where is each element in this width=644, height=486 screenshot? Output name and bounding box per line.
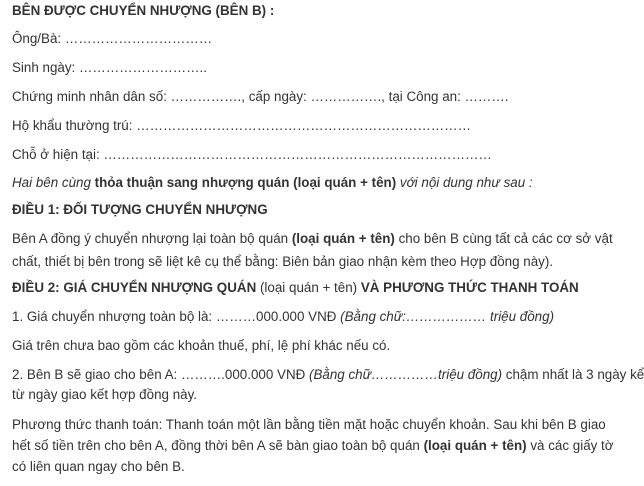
field-permanent-residence: Hộ khẩu thường trú: ………………………………………………………………… <box>12 118 471 133</box>
article-2-title-part2: (loại quán + tên) <box>259 280 358 295</box>
article-2-item-2-line-2: từ ngày giao kết hợp đồng này. <box>12 387 198 402</box>
payment-method-line-2-prefix: hết số tiền trên cho bên A, đồng thời bên A sẽ bàn giao toàn bộ quán <box>12 438 424 453</box>
payment-method-line-1: Phương thức thanh toán: Thanh toán một lần bằng tiền mặt hoặc chuyển khoản. Sau khi bên B giao <box>12 417 606 432</box>
article-1-line-2: chất, thiết bị bên trong sẽ liệt kê cụ thể bằng: Biên bản giao nhận kèm theo Hợp đồng này). <box>12 254 554 269</box>
agreement-intro-suffix: với nội dung như sau : <box>396 175 533 190</box>
article-1-line-1-prefix: Bên A đồng ý chuyển nhượng lại toàn bộ quán <box>12 231 292 246</box>
article-1-line-1-suffix: cho bên B cùng tất cả các cơ sở vật <box>394 231 613 246</box>
field-id-card: Chứng minh nhân dân số: ……………., cấp ngày: ……………., tại Công an: ………. <box>12 89 509 104</box>
article-1-line-1-bold: (loại quán + tên) <box>291 231 395 246</box>
article-2-item-2-prefix: 2. Bên B sẽ giao cho bên A: ……….000.000 VNĐ <box>12 367 309 382</box>
payment-method-line-3: có liên quan ngay cho bên B. <box>12 459 185 474</box>
article-2-item-1-prefix: 1. Giá chuyển nhượng toàn bộ là: ………000.000 VNĐ <box>12 309 341 324</box>
payment-method-line-2-suffix: và các giấy tờ <box>526 438 614 453</box>
agreement-intro <box>12 174 533 192</box>
article-2-item-2-suffix: chậm nhất là 3 ngày kể <box>502 367 644 382</box>
agreement-intro-bold: thỏa thuận sang nhượng quán (loại quán + tên) <box>94 175 397 190</box>
article-2-item-1 <box>12 308 554 326</box>
field-current-address: Chỗ ở hiện tại: …………………………………………………………………………… <box>12 147 492 162</box>
article-2-item-2-words: (Bằng chữ……………triệu đồng) <box>309 367 503 382</box>
article-1-line-1 <box>12 230 613 248</box>
article-2-title <box>12 279 579 297</box>
payment-method-line-2 <box>12 437 614 455</box>
article-2-item-2-line-1 <box>12 366 644 384</box>
article-2-title-part3: VÀ PHƯƠNG THỨC THANH TOÁN <box>357 280 579 295</box>
article-2-note: Giá trên chưa bao gồm các khoản thuế, phí, lệ phí khác nếu có. <box>12 338 391 353</box>
party-b-heading: BÊN ĐƯỢC CHUYỂN NHƯỢNG (BÊN B) : <box>12 3 275 18</box>
field-name: Ông/Bà: …………………………… <box>12 31 213 46</box>
field-date-of-birth: Sinh ngày: ……………………….. <box>12 60 207 75</box>
payment-method-line-2-bold: (loại quán + tên) <box>423 438 527 453</box>
article-2-title-part1: ĐIỀU 2: GIÁ CHUYỂN NHƯỢNG QUÁN <box>12 280 260 295</box>
agreement-intro-prefix: Hai bên cùng <box>12 175 95 190</box>
article-2-item-1-words: (Bằng chữ:……………… triệu đồng) <box>340 309 555 324</box>
article-1-title: ĐIỀU 1: ĐỐI TƯỢNG CHUYỂN NHƯỢNG <box>12 202 268 217</box>
